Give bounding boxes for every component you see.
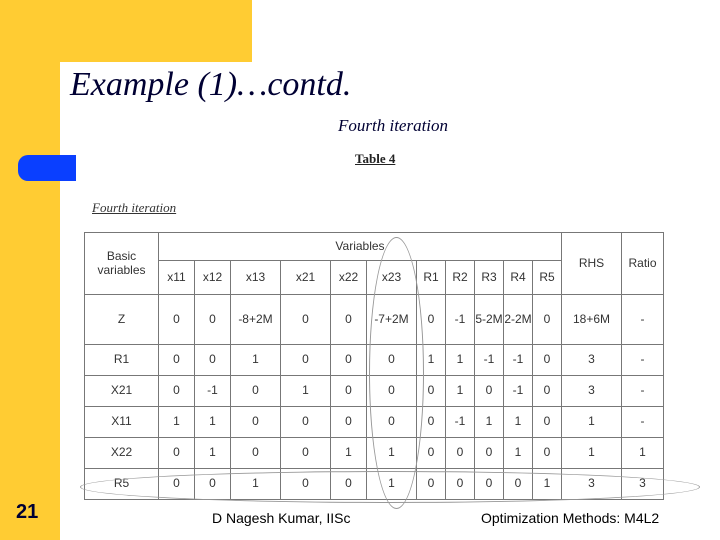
slide-title: Example (1)…contd. (70, 66, 352, 103)
value-cell: 1 (475, 407, 504, 438)
value-cell: 0 (331, 345, 367, 376)
column-header: x13 (231, 261, 281, 295)
table-caption: Table 4 (355, 151, 396, 166)
value-cell: 2-2M (504, 295, 533, 345)
table-body (85, 295, 664, 500)
value-cell: 1 (195, 407, 231, 438)
value-cell: 0 (195, 469, 231, 500)
value-cell: 1 (231, 345, 281, 376)
basic-variable-cell: X21 (85, 376, 159, 407)
value-cell: 0 (475, 469, 504, 500)
value-cell: 1 (281, 376, 331, 407)
column-header: R2 (446, 261, 475, 295)
value-cell: 0 (331, 376, 367, 407)
value-cell: 0 (367, 376, 417, 407)
value-cell: 0 (159, 295, 195, 345)
value-cell: 1 (367, 469, 417, 500)
value-cell: 0 (159, 345, 195, 376)
value-cell: 0 (417, 295, 446, 345)
rhs-cell: 1 (562, 438, 622, 469)
basic-variable-cell: X22 (85, 438, 159, 469)
ratio-cell: - (622, 345, 664, 376)
value-cell: 0 (475, 438, 504, 469)
value-cell: -1 (446, 407, 475, 438)
value-cell: 1 (195, 438, 231, 469)
value-cell: 0 (417, 407, 446, 438)
value-cell: 0 (533, 407, 562, 438)
value-cell: 0 (159, 469, 195, 500)
column-header: x22 (331, 261, 367, 295)
value-cell: 0 (417, 376, 446, 407)
ratio-cell: 3 (622, 469, 664, 500)
ratio-cell: - (622, 295, 664, 345)
value-cell: 0 (367, 407, 417, 438)
rhs-cell: 3 (562, 376, 622, 407)
value-cell: -1 (504, 376, 533, 407)
footer-author: D Nagesh Kumar, IISc (212, 510, 351, 526)
value-cell: 0 (195, 345, 231, 376)
table-row (85, 407, 664, 438)
value-cell: 0 (281, 438, 331, 469)
rhs-cell: 18+6M (562, 295, 622, 345)
column-header: x11 (159, 261, 195, 295)
column-header: x23 (367, 261, 417, 295)
ratio-cell: - (622, 376, 664, 407)
value-cell: 1 (504, 438, 533, 469)
table-row (85, 376, 664, 407)
value-cell: 0 (231, 438, 281, 469)
value-cell: 0 (281, 407, 331, 438)
rhs-cell: 1 (562, 407, 622, 438)
value-cell: 1 (504, 407, 533, 438)
rhs-cell: 3 (562, 345, 622, 376)
value-cell: 0 (195, 295, 231, 345)
value-cell: 0 (281, 345, 331, 376)
header-basic-variables: Basic variables (85, 233, 159, 295)
header-rhs: RHS (562, 233, 622, 295)
value-cell: 0 (533, 438, 562, 469)
value-cell: -1 (475, 345, 504, 376)
table-row (85, 469, 664, 500)
column-header: R1 (417, 261, 446, 295)
simplex-table (84, 232, 664, 500)
value-cell: -8+2M (231, 295, 281, 345)
table-row (85, 438, 664, 469)
rhs-cell: 3 (562, 469, 622, 500)
value-cell: 0 (231, 376, 281, 407)
basic-variable-cell: X11 (85, 407, 159, 438)
basic-variable-cell: Z (85, 295, 159, 345)
table-row (85, 345, 664, 376)
value-cell: 0 (504, 469, 533, 500)
header-ratio: Ratio (622, 233, 664, 295)
basic-variable-cell: R5 (85, 469, 159, 500)
value-cell: 0 (533, 295, 562, 345)
table-heading: Fourth iteration (92, 200, 177, 215)
value-cell: 0 (417, 469, 446, 500)
value-cell: 0 (159, 376, 195, 407)
ratio-cell: 1 (622, 438, 664, 469)
header-variables: Variables (159, 233, 562, 261)
value-cell: 0 (159, 438, 195, 469)
value-cell: 0 (475, 376, 504, 407)
value-cell: 1 (446, 345, 475, 376)
value-cell: 0 (281, 469, 331, 500)
slide-subtitle: Fourth iteration (338, 116, 449, 135)
ratio-cell: - (622, 407, 664, 438)
value-cell: 0 (367, 345, 417, 376)
value-cell: -1 (195, 376, 231, 407)
value-cell: 5-2M (475, 295, 504, 345)
value-cell: -1 (446, 295, 475, 345)
decorative-left-bar (0, 0, 60, 540)
value-cell: 0 (231, 407, 281, 438)
value-cell: -7+2M (367, 295, 417, 345)
value-cell: 1 (417, 345, 446, 376)
value-cell: 0 (331, 407, 367, 438)
decorative-blue-tab (18, 155, 76, 181)
value-cell: 0 (281, 295, 331, 345)
value-cell: 1 (367, 438, 417, 469)
page-number: 21 (16, 501, 39, 523)
value-cell: -1 (504, 345, 533, 376)
column-header: R3 (475, 261, 504, 295)
value-cell: 0 (533, 345, 562, 376)
value-cell: 0 (533, 376, 562, 407)
footer-course: Optimization Methods: M4L2 (481, 510, 660, 526)
column-header: R5 (533, 261, 562, 295)
value-cell: 1 (231, 469, 281, 500)
column-header: x12 (195, 261, 231, 295)
value-cell: 1 (159, 407, 195, 438)
value-cell: 1 (331, 438, 367, 469)
value-cell: 0 (417, 438, 446, 469)
value-cell: 1 (446, 376, 475, 407)
value-cell: 0 (446, 469, 475, 500)
column-header: R4 (504, 261, 533, 295)
value-cell: 0 (446, 438, 475, 469)
table-row (85, 295, 664, 345)
basic-variable-cell: R1 (85, 345, 159, 376)
column-header: x21 (281, 261, 331, 295)
value-cell: 0 (331, 469, 367, 500)
value-cell: 0 (331, 295, 367, 345)
value-cell: 1 (533, 469, 562, 500)
